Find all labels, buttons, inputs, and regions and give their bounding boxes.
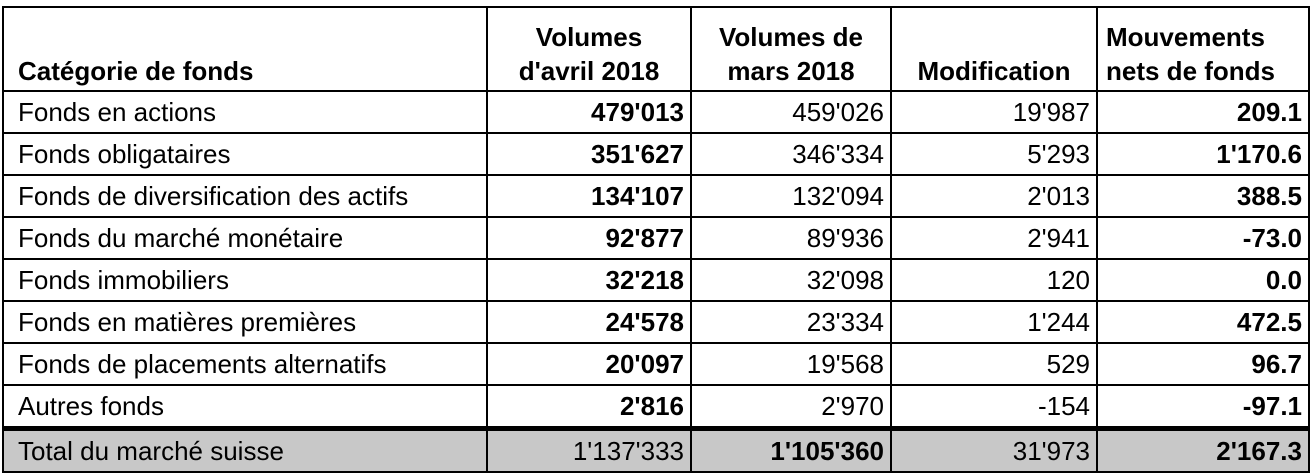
- row-change: 1'244: [891, 301, 1097, 343]
- row-april-volume: 32'218: [487, 259, 691, 301]
- row-march-volume: 346'334: [691, 133, 891, 175]
- row-change: 19'987: [891, 91, 1097, 133]
- header-change: [891, 7, 1097, 91]
- table-row: [3, 385, 1309, 429]
- header-march-volumes: [691, 7, 891, 91]
- total-april-volume: 1'137'333: [487, 429, 691, 473]
- row-april-volume: 92'877: [487, 217, 691, 259]
- row-net-flows: 1'170.6: [1097, 133, 1309, 175]
- row-category: Fonds en matières premières: [3, 301, 487, 343]
- row-net-flows: 388.5: [1097, 175, 1309, 217]
- header-march-line2: mars 2018: [727, 56, 855, 86]
- table-row: [3, 301, 1309, 343]
- row-category: Autres fonds: [3, 385, 487, 429]
- row-april-volume: 351'627: [487, 133, 691, 175]
- row-change: 120: [891, 259, 1097, 301]
- table-row: [3, 259, 1309, 301]
- row-march-volume: 32'098: [691, 259, 891, 301]
- row-net-flows: 209.1: [1097, 91, 1309, 133]
- row-category: Fonds immobiliers: [3, 259, 487, 301]
- row-category: Fonds de diversification des actifs: [3, 175, 487, 217]
- total-change: 31'973: [891, 429, 1097, 473]
- row-net-flows: 472.5: [1097, 301, 1309, 343]
- row-change: 2'013: [891, 175, 1097, 217]
- row-change: 5'293: [891, 133, 1097, 175]
- header-april-volumes: [487, 7, 691, 91]
- row-march-volume: 23'334: [691, 301, 891, 343]
- header-change-label: Modification: [917, 56, 1071, 86]
- row-category: Fonds obligataires: [3, 133, 487, 175]
- header-flows-line1: Mouvements: [1106, 22, 1265, 52]
- table-header: [3, 7, 1309, 91]
- row-april-volume: 479'013: [487, 91, 691, 133]
- table-body: [3, 91, 1309, 472]
- header-category-label: Catégorie de fonds: [18, 56, 254, 86]
- row-change: 2'941: [891, 217, 1097, 259]
- row-march-volume: 2'970: [691, 385, 891, 429]
- header-flows-line2: nets de fonds: [1106, 56, 1276, 86]
- header-march-line1: Volumes de: [718, 22, 863, 52]
- row-march-volume: 132'094: [691, 175, 891, 217]
- row-net-flows: 0.0: [1097, 259, 1309, 301]
- table-row: [3, 91, 1309, 133]
- total-category: Total du marché suisse: [3, 429, 487, 473]
- row-net-flows: -97.1: [1097, 385, 1309, 429]
- header-net-flows: [1097, 7, 1309, 91]
- header-row: [3, 7, 1309, 91]
- header-april-line2: d'avril 2018: [518, 56, 660, 86]
- row-category: Fonds du marché monétaire: [3, 217, 487, 259]
- row-april-volume: 2'816: [487, 385, 691, 429]
- row-april-volume: 134'107: [487, 175, 691, 217]
- table-row: [3, 133, 1309, 175]
- table-row: [3, 217, 1309, 259]
- row-april-volume: 20'097: [487, 343, 691, 385]
- row-net-flows: -73.0: [1097, 217, 1309, 259]
- table-row: [3, 175, 1309, 217]
- fund-volumes-table: [2, 6, 1310, 473]
- row-net-flows: 96.7: [1097, 343, 1309, 385]
- row-april-volume: 24'578: [487, 301, 691, 343]
- total-row: [3, 429, 1309, 473]
- row-march-volume: 459'026: [691, 91, 891, 133]
- header-april-line1: Volumes: [535, 22, 643, 52]
- total-march-volume: 1'105'360: [691, 429, 891, 473]
- row-march-volume: 19'568: [691, 343, 891, 385]
- row-category: Fonds en actions: [3, 91, 487, 133]
- header-category: [3, 7, 487, 91]
- row-change: 529: [891, 343, 1097, 385]
- row-category: Fonds de placements alternatifs: [3, 343, 487, 385]
- table-row: [3, 343, 1309, 385]
- total-net-flows: 2'167.3: [1097, 429, 1309, 473]
- row-change: -154: [891, 385, 1097, 429]
- row-march-volume: 89'936: [691, 217, 891, 259]
